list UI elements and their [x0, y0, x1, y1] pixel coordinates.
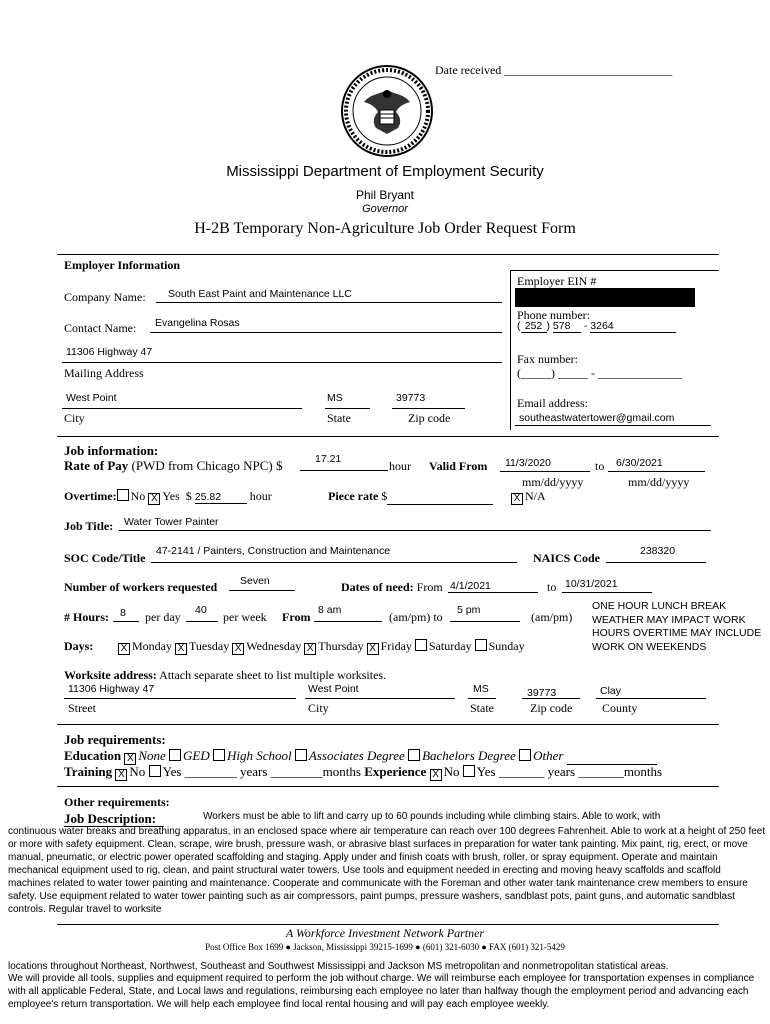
ws-zip-underline	[522, 698, 580, 699]
workers-label: Number of workers requested	[64, 580, 218, 594]
edu-checkbox[interactable]	[519, 749, 531, 761]
naics-label: NAICS Code	[533, 551, 601, 565]
edu-checkbox[interactable]	[408, 749, 420, 761]
day-checkbox[interactable]: X	[118, 643, 130, 655]
day-friday[interactable]: X Friday	[367, 639, 412, 653]
ein-redacted	[515, 288, 695, 307]
training-yes-checkbox[interactable]	[149, 765, 161, 777]
edu-checkbox[interactable]	[213, 749, 225, 761]
piece-rate-field[interactable]	[387, 489, 493, 505]
valid-from-label: Valid From	[429, 459, 488, 473]
footer-divider	[57, 924, 719, 925]
per-day-underline	[113, 621, 139, 622]
ws-city-field[interactable]: West Point	[308, 683, 359, 695]
zip-field[interactable]: 39773	[396, 392, 426, 404]
day-checkbox[interactable]: X	[304, 643, 316, 655]
day-checkbox[interactable]	[475, 639, 487, 651]
naics-underline	[606, 562, 706, 563]
job-description-first: Workers must be able to lift and carry up to 60 pounds including while climbing stairs. Able to work, with	[203, 811, 661, 822]
overtime-yes-checkbox[interactable]: X	[148, 493, 160, 505]
ws-state-field[interactable]: MS	[473, 683, 489, 695]
divider	[57, 724, 719, 725]
job-heading: Job information:	[64, 443, 159, 458]
ein-label: Employer EIN #	[517, 274, 597, 288]
valid-from-underline	[500, 471, 590, 472]
state-seal	[340, 64, 434, 158]
need-to-label: to	[547, 580, 557, 594]
job-title-label: Job Title:	[64, 519, 114, 533]
ws-state-label: State	[470, 701, 494, 715]
ws-zip-label: Zip code	[530, 701, 573, 715]
date-received: Date received ____________________________	[435, 63, 673, 77]
ws-city-underline	[305, 698, 455, 699]
day-checkbox[interactable]	[415, 639, 427, 651]
time-from-field[interactable]: 8 am	[318, 604, 342, 616]
time-to-underline	[450, 621, 520, 622]
column-divider	[510, 270, 512, 430]
overtime-row: Overtime: No X Yes $ 25.82 hour	[64, 489, 272, 504]
to-label: to	[595, 459, 605, 473]
form-title: H-2B Temporary Non-Agriculture Job Order Request Form	[194, 220, 576, 237]
state-label: State	[327, 411, 351, 425]
day-checkbox[interactable]: X	[232, 643, 244, 655]
zip-label: Zip code	[408, 411, 451, 425]
phone-area: 252	[521, 320, 547, 333]
continuation-paragraph: We will provide all tools, supplies and equipment required to perform the job without charge. We will reimburse each employee for transportation expenses in compliance with all applicable Federal, State, and Local laws and regulations, reimbursing each employee no later than halfway though the employment period and advancing each employee's return transportation. We will help each employee find local rental housing and will pay each employee weekly.	[8, 973, 755, 1010]
day-saturday[interactable]: Saturday	[415, 639, 472, 653]
time-to-field[interactable]: 5 pm	[457, 604, 481, 616]
day-checkbox[interactable]: X	[367, 643, 379, 655]
ws-street-underline	[64, 698, 296, 699]
dates-label: Dates of need: From	[341, 580, 443, 594]
email-field[interactable]: southeastwatertower@gmail.com	[519, 412, 675, 424]
valid-from-field[interactable]: 11/3/2020	[505, 457, 551, 469]
overtime-no-checkbox[interactable]	[117, 489, 129, 501]
city-underline	[62, 408, 302, 409]
workers-field[interactable]: Seven	[240, 575, 270, 587]
phone-field[interactable]: ( 252 ) 578 - 3264	[517, 320, 676, 333]
state-underline	[325, 408, 370, 409]
company-label: Company Name:	[64, 290, 146, 304]
piece-rate-row: Piece rate $	[328, 489, 493, 505]
county-label: County	[602, 701, 638, 715]
company-underline	[156, 302, 502, 303]
job-description-label: Job Description:	[64, 811, 157, 826]
divider	[57, 436, 719, 437]
days-label: Days:	[64, 639, 94, 653]
email-label: Email address:	[517, 396, 588, 410]
city-label: City	[64, 411, 85, 425]
edu-other-field[interactable]	[567, 748, 657, 765]
valid-to-field[interactable]: 6/30/2021	[616, 457, 663, 469]
education-row: Education X None GED High School Associates Degree Bachelors Degree Other	[64, 748, 657, 765]
schedule-note: ONE HOUR LUNCH BREAK WEATHER MAY IMPACT WORK HOURS OVERTIME MAY INCLUDE WORK ON WEEKENDS	[592, 600, 762, 653]
day-monday[interactable]: X Monday	[118, 639, 172, 653]
day-checkbox[interactable]: X	[175, 643, 187, 655]
fax-label: Fax number:	[517, 352, 578, 366]
from-format: mm/dd/yyyy	[522, 475, 584, 489]
ws-county-field[interactable]: Clay	[600, 685, 622, 697]
per-week-label: per week	[223, 610, 267, 624]
edu-checkbox[interactable]	[169, 749, 181, 761]
phone-prefix: 578	[553, 320, 581, 333]
worksite-heading: Worksite address: Attach separate sheet to list multiple worksites.	[64, 668, 387, 682]
need-from-underline	[448, 592, 538, 593]
contact-field[interactable]: Evangelina Rosas	[155, 317, 240, 329]
day-sunday[interactable]: Sunday	[475, 639, 525, 653]
edu-checkbox[interactable]: X	[124, 753, 136, 765]
ampm-label: (am/pm)	[531, 610, 573, 624]
email-underline	[515, 425, 711, 426]
overtime-rate-field[interactable]: 25.82	[195, 491, 247, 504]
na-row: X N/A	[511, 489, 546, 505]
experience-yes-checkbox[interactable]	[463, 765, 475, 777]
phone-line: 3264	[590, 320, 676, 333]
workers-underline	[229, 590, 295, 591]
footer-partner: A Workforce Investment Network Partner	[285, 926, 485, 940]
per-day-field[interactable]: 8	[120, 607, 126, 619]
need-to-underline	[562, 592, 652, 593]
training-no-checkbox[interactable]: X	[115, 769, 127, 781]
street-label: Street	[68, 701, 96, 715]
soc-field[interactable]: 47-2141 / Painters, Construction and Maintenance	[156, 545, 391, 557]
per-week-underline	[186, 621, 218, 622]
governor-name: Phil Bryant	[355, 188, 415, 202]
footer-address: Post Office Box 1699 ● Jackson, Mississippi 39215-1699 ● (601) 321-6030 ● FAX (601) 321-5429	[205, 942, 565, 952]
address-field[interactable]: 11306 Highway 47	[66, 346, 153, 358]
ws-city-label: City	[308, 701, 329, 715]
experience-no-checkbox[interactable]: X	[430, 769, 442, 781]
hour-label: hour	[389, 459, 411, 473]
valid-to-underline	[608, 471, 705, 472]
day-wednesday[interactable]: X Wednesday	[232, 639, 301, 653]
contact-label: Contact Name:	[64, 321, 137, 335]
city-field[interactable]: West Point	[66, 392, 117, 404]
need-from-field[interactable]: 4/1/2021	[450, 580, 491, 592]
job-title-underline	[119, 530, 711, 531]
ws-street-field[interactable]: 11306 Highway 47	[68, 683, 155, 695]
rate-row: Rate of Pay (PWD from Chicago NPC) $	[64, 458, 283, 473]
fax-field[interactable]: (_____) _____ - ______________	[517, 366, 682, 380]
contact-underline	[150, 332, 502, 333]
naics-field[interactable]: 238320	[640, 545, 676, 557]
rate-field[interactable]: 17.21	[315, 453, 342, 465]
need-to-field[interactable]: 10/31/2021	[565, 578, 618, 590]
divider	[57, 786, 719, 787]
job-description-text: continuous water breaks and breathing apparatus, in an enclosed space where air temperature can reach over 100 degrees Fahrenheit. Able to work at a height of 250 feet or more with safety equipment. Clean, scrape, wire brush, pressure wash, or abrasive blast surfaces in preparation for water tank painting. Mix paint, rig, erect, or move manual, pneumatic, or electric power operated scaffolding and staging. Apply under and finish coats with brush, roller, or spray equipment. Operate and maintain mechanical equipment used to rig, clean, and paint structural water towers. Use tools and equipment needed in erecting and moving heavy scaffolds and scaffold machines related to water tower painting and maintenance. Cooperate and communicate with the Foreman and other water tank maintenance crew members to ensure safety. Use equipment related to water tower painting such as air compressors, paint pumps, pressure washers, sandblast pots, paint guns, and automatic sandblast controls. Regular travel to worksite	[8, 826, 766, 915]
hours-label: # Hours:	[64, 610, 109, 624]
divider	[57, 254, 719, 255]
day-tuesday[interactable]: X Tuesday	[175, 639, 229, 653]
requirements-heading: Job requirements:	[64, 732, 166, 747]
per-day-label: per day	[145, 610, 181, 624]
employer-heading: Employer Information	[64, 258, 181, 272]
state-field[interactable]: MS	[327, 392, 343, 404]
mailing-label: Mailing Address	[64, 366, 144, 380]
soc-label: SOC Code/Title	[64, 551, 146, 565]
ampm-to-label: (am/pm) to	[389, 610, 443, 624]
days-row	[118, 639, 525, 655]
ein-top-line	[510, 270, 719, 271]
ws-zip-field[interactable]: 39773	[527, 687, 557, 699]
agency-name: Mississippi Department of Employment Security	[226, 163, 544, 180]
to-format: mm/dd/yyyy	[628, 475, 690, 489]
job-title-field[interactable]: Water Tower Painter	[124, 516, 219, 528]
edu-checkbox[interactable]	[295, 749, 307, 761]
phone-label: Phone number:	[517, 308, 590, 322]
per-week-field[interactable]: 40	[195, 604, 207, 616]
company-field[interactable]: South East Paint and Maintenance LLC	[168, 288, 352, 300]
zip-underline	[392, 408, 465, 409]
governor-title: Governor	[362, 203, 408, 215]
training-row: Training X No Yes ________ years ________months Experience X No Yes _______ years _______months	[64, 764, 663, 780]
na-checkbox[interactable]: X	[511, 493, 523, 505]
rate-underline	[300, 470, 388, 471]
day-thursday[interactable]: X Thursday	[304, 639, 363, 653]
address-underline	[62, 362, 502, 363]
continuation-line: locations throughout Northeast, Northwest, Southeast and Southwest Mississippi and Jackson MS metropolitan and nonmetropolitan statistical areas.	[8, 961, 669, 972]
ws-state-underline	[468, 698, 496, 699]
other-requirements-label: Other requirements:	[64, 795, 170, 809]
ws-county-underline	[596, 698, 706, 699]
time-from-underline	[314, 621, 382, 622]
time-from-label: From	[282, 610, 311, 624]
soc-underline	[151, 562, 517, 563]
